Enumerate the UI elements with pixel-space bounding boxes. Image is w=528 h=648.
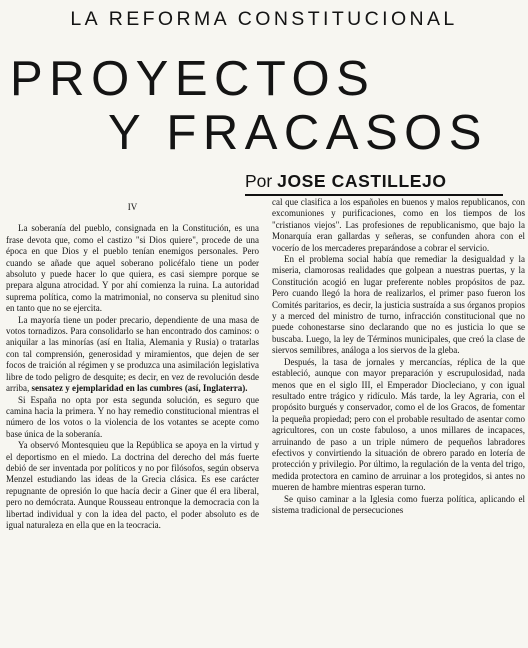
left-column [6,202,259,531]
paragraph: cal que clasifica a los españoles en buenos y malos republicanos, con excomuniones y purificaciones, como en los tiempos de los "cristianos viejos". Las profesiones de republicanismo, que bajo la Monarquía eran gallardas y señeras, se confunden ahora con el vocerío de los mercaderes preparándose a cobrar el servicio. [272,197,525,253]
paragraph: Ya observó Montesquieu que la República se apoya en la virtud y el deportismo en el miedo. La doctrina del derecho del más fuerte debió de ser inventada por políticos y no por filósofos, según observa Menzel estudiando las ideas de la Grecia clásica. Es ese carácter repugnante de opresión lo que hacía decir a Giner que él era liberal, pero no demócrata. Aunque Rousseau entronque la democracia con la libertad individual y con la idea del pacto, el poder absoluto es de igual naturaleza en ella que en la teocracia. [6,440,259,530]
section-kicker: LA REFORMA CONSTITUCIONAL [70,8,458,30]
article-title [10,52,488,160]
paragraph: Si España no opta por esta segunda solución, es seguro que camina hacia la primera. Y no hay remedio constitucional mientras el número de los votos o la violencia de los votantes se acepte como base única de la soberanía. [6,394,259,439]
paragraph-text: (así, Inglaterra). [182,383,248,394]
paragraph: La soberanía del pueblo, consignada en la Constitución, es una frase devota que, como el castizo "si Dios quiere", procede de una época en que Dios y el pueblo tenían enemigos personales. Pero cuando se añade que aquel soberano policéfalo tiene un poder absoluto y puede hacer lo que quiera, es casi siempre porque se prepara alguna atrocidad. Y por ahí comienza la ruina. La autoridad suprema política, como la matrimonial, no conserva su plenitud sino en tanto que no se ejercita. [6,223,259,314]
right-column [272,197,525,516]
title-line-1: PROYECTOS [10,52,376,106]
byline-prefix: Por [245,171,273,191]
author-name: JOSE CASTILLEJO [277,171,447,191]
paragraph: Después, la tasa de jornales y mercancías, réplica de la que estableció, aunque con mayor preparación y escrupulosidad, nada menos que en el siglo III, el Emperador Diocleciano, y con igual resultado entre trágico y ridículo. Más tarde, la ley Agraria, con el propósito burgués y conservador, como el de los Gracos, de fomentar la pequeña propiedad; pero con el probable resultado de asentar como agricultores, con un coste fabuloso, a unos millares de incapaces, arruinando de paso a un triple número de pequeños labradores efectivos y convirtiendo la situación de obrero parado en lotería de protección y privilegio. Por último, la regulación de la venta del trigo, medida protectora en camino de arruinar a los protegidos, si antes no mueren de hambre mientras esperan turno. [272,356,525,493]
paragraph-text: La mayoría tiene un poder precario, dependiente de una masa de votos tornadizos. Para consolidarlo se han encontrado dos caminos: o aniquilar a las minorías (así en Italia, Alemania y Rusia) o tratarlas con tal comprensión, generosidad y miramientos, que dejen de ser focos de traición al régimen y se produzca una asimilación legislativa libre de todo peligro de desquite; es decir, en vez de revolución desde arriba, [6,314,259,394]
paragraph [6,315,259,395]
paragraph: En el problema social había que remediar la desigualdad y la miseria, clamorosas realidades que golpean a nuestras puertas, y la Constitución acogió en lugar preferente nobles propósitos de paz. Pero cuando llegó la hora de realizarlos, el primer paso fueron los Comités paritarios, es decir, la justicia sustraída a sus órganos propios y a merced del ministro de turno, infracción constitucional que no puede cohonestarse sino declarando que no es justicia lo que se buscaba. Luego, la ley de Términos municipales, que creó la clase de siervos semilibres, análoga a los siervos de la gleba. [272,254,525,356]
paragraph-emphasis: sensatez y ejemplaridad en las cumbres [31,383,183,394]
byline [245,171,503,196]
paragraph: Se quiso caminar a la Iglesia como fuerza política, aplicando el sistema tradicional de persecuciones [272,493,525,515]
title-line-2: Y FRACASOS [108,106,488,160]
section-numeral: IV [127,202,138,212]
